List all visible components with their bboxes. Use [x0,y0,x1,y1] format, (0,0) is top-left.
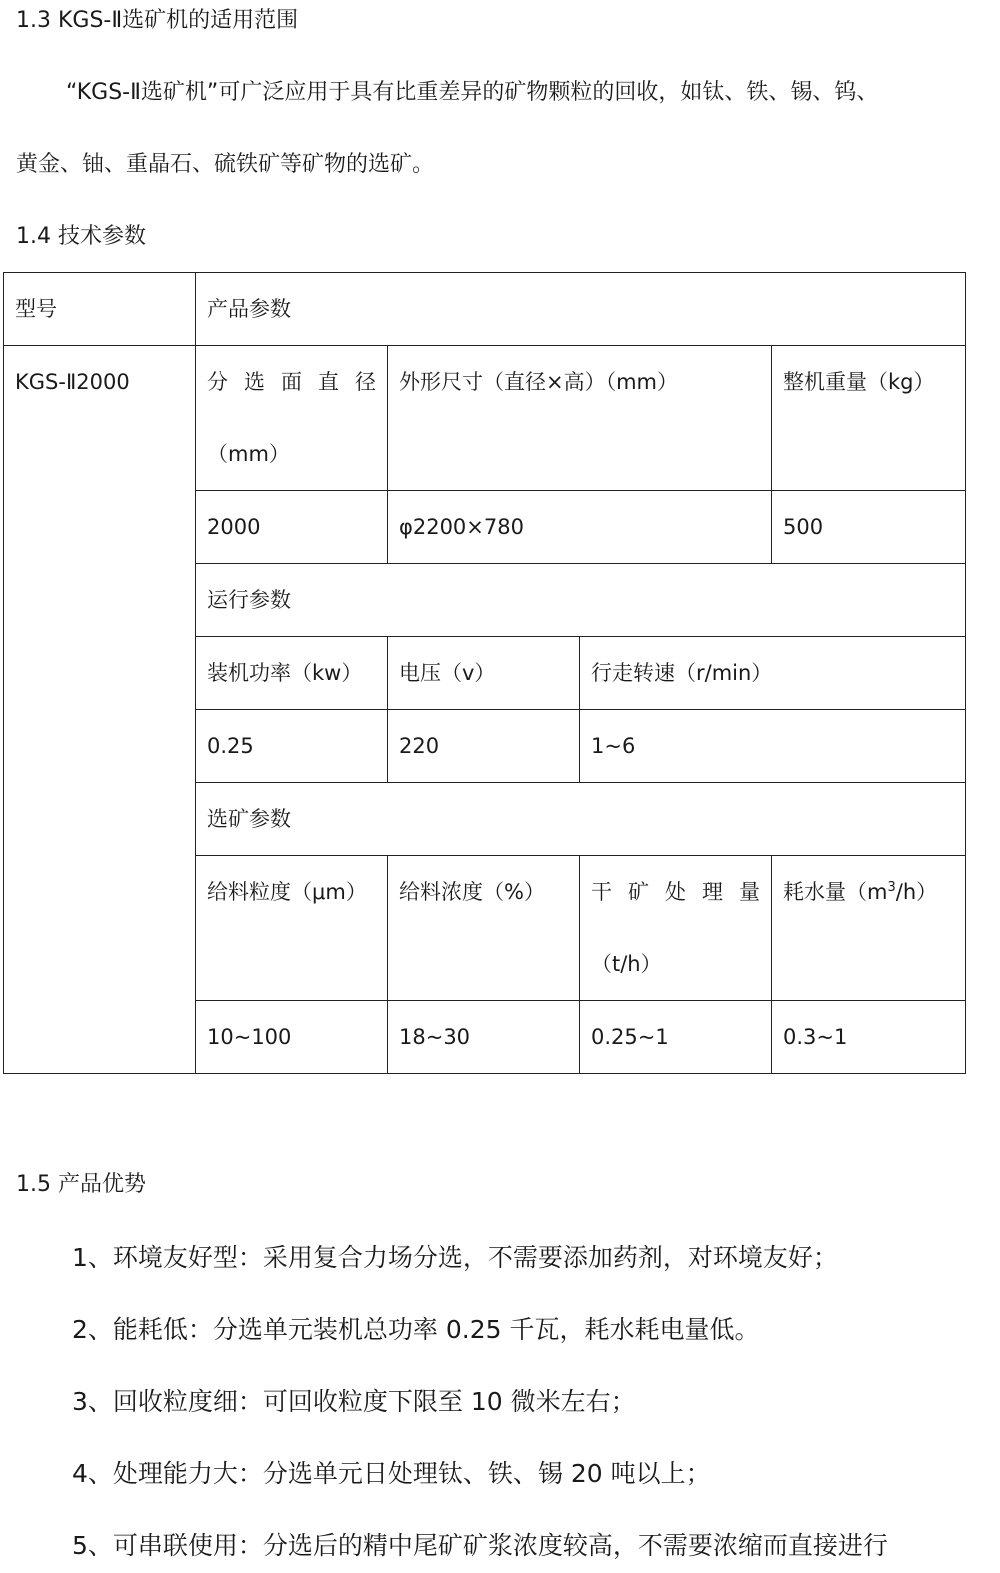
capacity-header-line-1: 干矿处理量 [591,880,760,904]
product-params-header-cell: 产品参数 [196,273,966,346]
operating-params-title-cell: 运行参数 [196,564,966,637]
capacity-header-cell [580,856,772,1001]
advantage-item-2: 2、能耗低：分选单元装机总功率 0.25 千瓦，耗水耗电量低。 [72,1315,760,1344]
advantage-item-1: 1、环境友好型：采用复合力场分选，不需要添加药剂，对环境友好； [72,1243,838,1272]
diameter-value-cell: 2000 [196,491,388,564]
advantage-item-5: 5、可串联使用：分选后的精中尾矿矿浆浓度较高，不需要浓缩而直接进行 [72,1531,888,1560]
dimensions-header-cell: 外形尺寸（直径×高）（mm） [388,346,772,491]
model-value-cell: KGS-Ⅱ2000 [4,346,196,1074]
weight-header-cell: 整机重量（kg） [772,346,966,491]
water-consumption-value-cell: 0.3~1 [772,1001,966,1074]
speed-value-cell: 1~6 [580,710,966,783]
dimensions-value-cell: φ2200×780 [388,491,772,564]
water-consumption-suffix: /h） [895,880,938,904]
water-consumption-header-cell [772,856,966,1001]
feed-size-value-cell: 10~100 [196,1001,388,1074]
water-consumption-superscript: 3 [887,880,896,895]
section-1-5-heading: 1.5 产品优势 [16,1172,146,1197]
weight-value-cell: 500 [772,491,966,564]
diameter-header-cell [196,346,388,491]
power-header-cell: 装机功率（kw） [196,637,388,710]
capacity-header-line-2: （t/h） [591,952,662,976]
technical-parameters-table [3,272,966,1074]
advantage-item-3: 3、回收粒度细：可回收粒度下限至 10 微米左右； [72,1387,636,1416]
power-value-cell: 0.25 [196,710,388,783]
voltage-value-cell: 220 [388,710,580,783]
section-1-3-paragraph-line-1: “KGS-Ⅱ选矿机”可广泛应用于具有比重差异的矿物颗粒的回收，如钛、铁、锡、钨、 [66,80,879,105]
beneficiation-params-title-cell: 选矿参数 [196,783,966,856]
water-consumption-prefix: 耗水量（m [783,880,888,904]
diameter-header-line-2: （mm） [207,442,290,466]
speed-header-cell: 行走转速（r/min） [580,637,966,710]
voltage-header-cell: 电压（v） [388,637,580,710]
feed-concentration-header-cell: 给料浓度（%） [388,856,580,1001]
diameter-header-line-1: 分选面直径 [207,370,376,394]
advantage-item-4: 4、处理能力大：分选单元日处理钛、铁、锡 20 吨以上； [72,1459,711,1488]
feed-concentration-value-cell: 18~30 [388,1001,580,1074]
feed-size-header-cell: 给料粒度（μm） [196,856,388,1001]
model-header-cell: 型号 [4,273,196,346]
capacity-value-cell: 0.25~1 [580,1001,772,1074]
section-1-3-heading: 1.3 KGS-Ⅱ选矿机的适用范围 [16,8,299,33]
section-1-3-paragraph-line-2: 黄金、铀、重晶石、硫铁矿等矿物的选矿。 [16,152,435,177]
section-1-4-heading: 1.4 技术参数 [16,224,146,249]
